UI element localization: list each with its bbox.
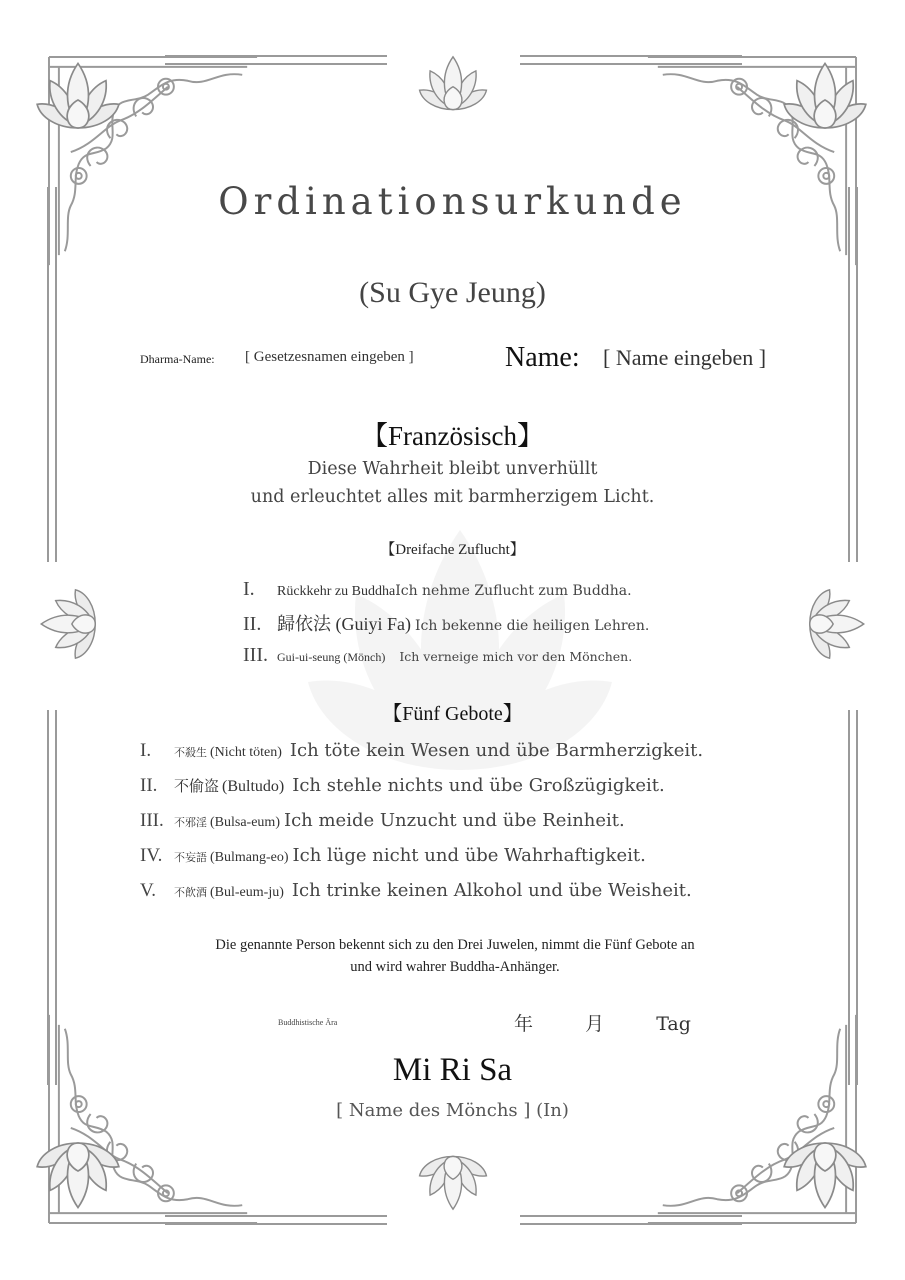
lotus-icon-mid-right — [803, 588, 875, 660]
precept-key: (Bultudo) — [222, 778, 285, 795]
refuge-row — [243, 610, 649, 636]
refuge-text: Ich bekenne die heiligen Lehren. — [415, 618, 650, 634]
precept-key-cjk: 不偷盗 — [174, 779, 220, 795]
precept-number: V. — [140, 880, 157, 901]
declaration-line-1: Die genannte Person bekennt sich zu den Drei Juwelen, nimmt die Fünf Gebote an — [215, 937, 695, 953]
refuge-key: Rückkehr zu Buddha — [277, 584, 396, 599]
dharma-name-field[interactable]: [ Gesetzesnamen eingeben ] — [245, 349, 414, 365]
precept-text: Ich trinke keinen Alkohol und übe Weisheit. — [291, 880, 692, 901]
precept-key: (Bulsa-eum) — [210, 815, 280, 830]
name-field[interactable]: [ Name eingeben ] — [603, 345, 767, 370]
verse-line-2: und erleuchtet alles mit barmherzigem Licht. — [250, 487, 655, 507]
precept-key: (Bulmang-eo) — [210, 850, 289, 865]
certificate-title: Ordinationsurkunde — [218, 180, 687, 223]
precept-text: Ich lüge nicht und übe Wahrhaftigkeit. — [292, 845, 646, 866]
precept-number: IV. — [140, 845, 163, 866]
certificate-subtitle: (Su Gye Jeung) — [359, 276, 546, 309]
precept-key-cjk: 不飮酒 — [174, 887, 207, 899]
refuge-row — [243, 578, 632, 601]
precept-number: III. — [140, 810, 164, 831]
refuge-text: Ich verneige mich vor den Mönchen. — [399, 649, 633, 664]
precept-number: II. — [140, 775, 158, 796]
date-field[interactable] — [514, 1009, 691, 1036]
dharma-name-label: Dharma-Name: — [140, 352, 215, 366]
precept-number: I. — [140, 740, 152, 761]
verse — [0, 455, 905, 511]
lotus-icon-top-right — [782, 50, 868, 136]
precept-text: Ich töte kein Wesen und übe Barmherzigkeit. — [289, 740, 704, 761]
lotus-icon-bottom-left — [35, 1135, 121, 1221]
refuge-number: I. — [243, 578, 255, 600]
refuge-key: Gui-ui-seung (Mönch) — [277, 650, 386, 664]
precept-row — [140, 845, 646, 867]
refuge-number: III. — [243, 644, 268, 666]
precept-key-cjk: 不殺生 — [174, 747, 207, 759]
year-label: 年 — [514, 1013, 534, 1035]
lotus-icon-mid-left — [30, 588, 102, 660]
language-heading: 【Französisch】 — [361, 421, 544, 451]
precept-row — [140, 740, 703, 762]
lotus-icon-top-left — [35, 50, 121, 136]
precept-text: Ich stehle nichts und übe Großzügigkeit. — [292, 775, 665, 796]
refuge-row — [243, 644, 632, 667]
day-label: Tag — [656, 1013, 691, 1035]
precept-key: (Nicht töten) — [210, 745, 282, 760]
declaration-line-2: und wird wahrer Buddha-Anhänger. — [350, 959, 560, 975]
verse-line-1: Diese Wahrheit bleibt unverhüllt — [307, 459, 598, 479]
name-label: Name: — [505, 342, 580, 373]
lotus-icon-bottom-right — [782, 1135, 868, 1221]
signatory-name: Mi Ri Sa — [392, 1052, 513, 1088]
precept-text: Ich meide Unzucht und übe Reinheit. — [283, 810, 625, 831]
lotus-icon-top-center — [410, 48, 496, 114]
monk-name-field[interactable]: [ Name des Mönchs ] (In) — [336, 1100, 569, 1121]
declaration — [160, 934, 750, 978]
precepts-heading: 【Fünf Gebote】 — [382, 703, 523, 725]
refuge-key: 歸依法 (Guiyi Fa) — [277, 614, 411, 634]
lotus-icon-bottom-center — [410, 1152, 496, 1218]
refuges-heading: 【Dreifache Zuflucht】 — [380, 542, 525, 558]
precept-key: (Bul-eum-ju) — [210, 885, 284, 900]
month-label: 月 — [585, 1013, 605, 1035]
buddhist-era-label: Buddhistische Ära — [278, 1018, 338, 1027]
refuge-text: Ich nehme Zuflucht zum Buddha. — [395, 583, 632, 599]
precept-key-cjk: 不妄語 — [174, 852, 207, 864]
refuge-number: II. — [243, 613, 262, 635]
precept-row — [140, 810, 625, 832]
precept-key-cjk: 不邪淫 — [174, 817, 207, 829]
precept-row — [140, 880, 692, 902]
precept-row — [140, 775, 665, 797]
